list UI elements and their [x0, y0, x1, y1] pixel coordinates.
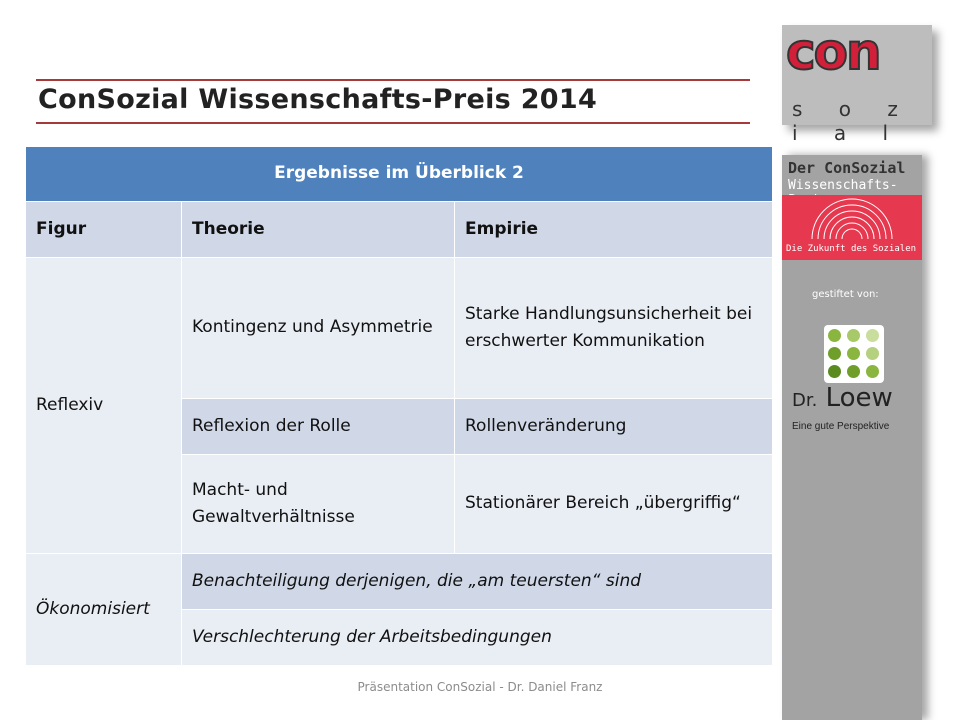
consozial-logo	[782, 23, 932, 145]
prize-logo	[782, 195, 922, 260]
logo-con-text: con	[786, 23, 880, 81]
sponsor-name-text: Loew	[825, 383, 893, 413]
table-header-row	[26, 202, 773, 258]
slide-title: ConSozial Wissenschafts-Preis 2014	[38, 84, 598, 115]
theorie-cell: Reflexion der Rolle	[182, 399, 455, 455]
logo-sozial-text: s o z i a l	[792, 97, 913, 145]
theorie-cell: Kontingenz und Asymmetrie	[182, 258, 455, 399]
prize-title-line1: Der ConSozial	[788, 159, 906, 177]
title-rule-top	[36, 79, 750, 81]
header-theorie: Theorie	[182, 202, 455, 258]
sponsor-sidebar	[782, 155, 922, 720]
sponsor-name	[792, 383, 893, 413]
empirie-cell: Stationärer Bereich „übergriffig“	[455, 455, 773, 554]
header-figur: Figur	[26, 202, 182, 258]
dr-loew-dots-icon	[824, 325, 884, 383]
prize-title-line2: Wissenschafts-	[788, 178, 898, 193]
table-title: Ergebnisse im Überblick 2	[26, 147, 773, 202]
prize-arcs-icon	[802, 195, 902, 243]
table-row	[26, 554, 773, 610]
header-empirie: Empirie	[455, 202, 773, 258]
oekonomisiert-row-1: Benachteiligung derjenigen, die „am teuersten“ sind	[182, 554, 773, 610]
figur-reflexiv: Reflexiv	[26, 258, 182, 554]
figur-oekonomisiert: Ökonomisiert	[26, 554, 182, 666]
table-row	[26, 258, 773, 399]
theorie-cell: Macht- und Gewaltverhältnisse	[182, 455, 455, 554]
sponsor-slogan: Eine gute Perspektive	[792, 421, 890, 432]
table-title-row	[26, 147, 773, 202]
sponsor-intro: gestiftet von:	[812, 289, 879, 300]
title-rule-bottom	[36, 122, 750, 124]
slide-footer: Präsentation ConSozial - Dr. Daniel Franz	[357, 680, 603, 694]
sponsor-dr: Dr.	[792, 390, 818, 411]
empirie-cell: Rollenveränderung	[455, 399, 773, 455]
empirie-cell: Starke Handlungsunsicherheit bei erschwerter Kommunikation	[455, 258, 773, 399]
results-table	[25, 146, 773, 666]
prize-tagline: Die Zukunft des Sozialen	[786, 244, 917, 254]
oekonomisiert-row-2: Verschlechterung der Arbeitsbedingungen	[182, 610, 773, 666]
